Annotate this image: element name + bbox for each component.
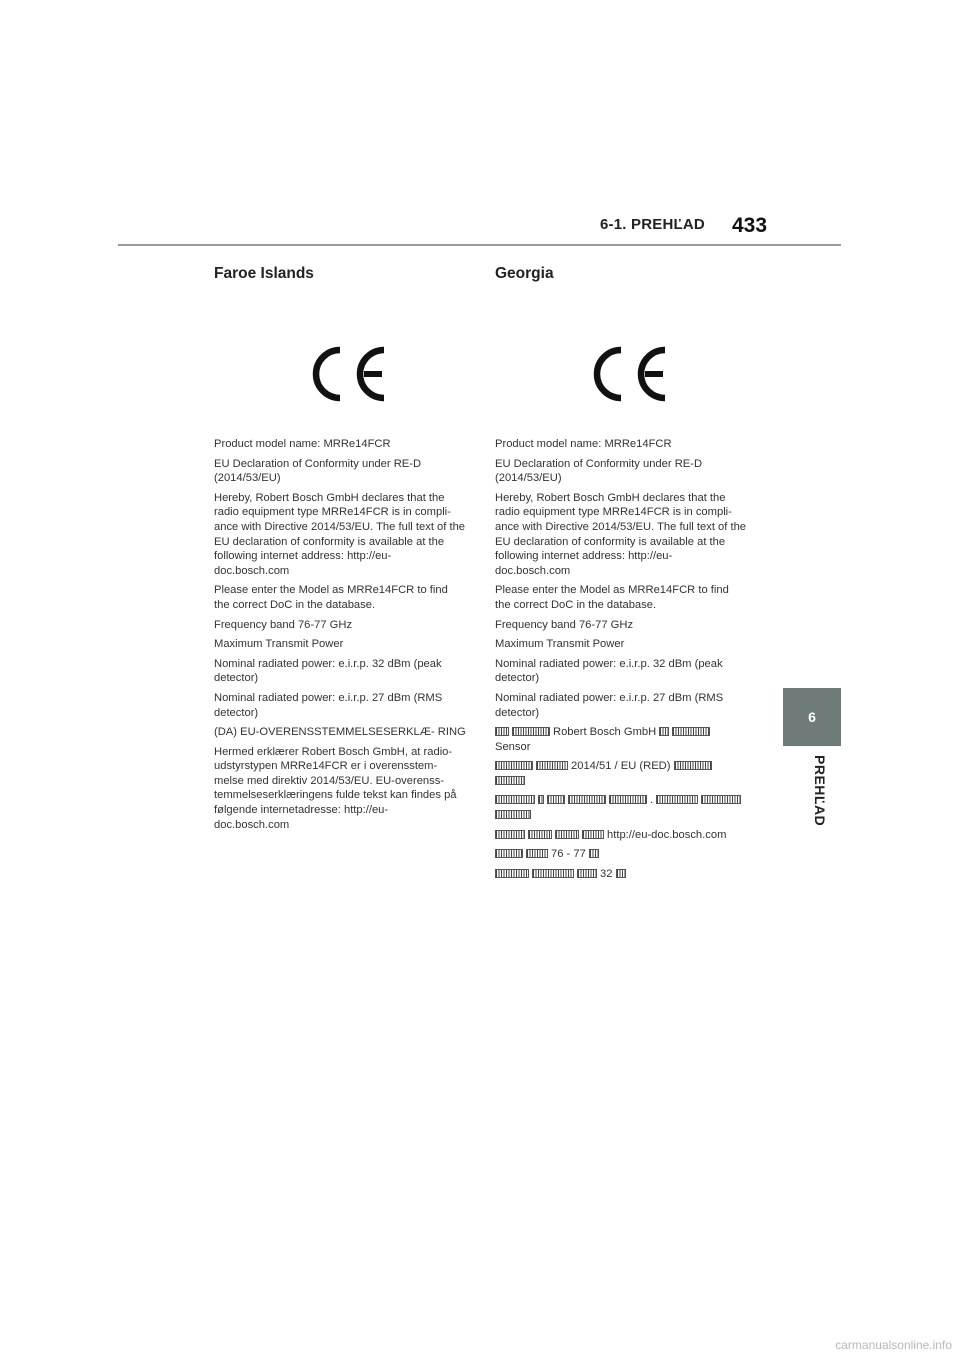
missing-glyph-block — [512, 727, 550, 736]
paragraph: Product model name: MRRe14FCR — [495, 438, 672, 450]
paragraph: Please enter the Model as MRRe14FCR to find the correct DoC in the database. — [495, 584, 729, 611]
inline-text: http://eu-doc.bosch.com — [607, 828, 727, 841]
ce-mark-icon — [304, 328, 400, 424]
missing-glyph-block — [616, 869, 626, 878]
georgia-section — [495, 264, 747, 886]
missing-glyph-block — [536, 761, 568, 770]
missing-glyph-block — [701, 795, 741, 804]
paragraph: EU Declaration of Conformity under RE-D (2014/53/EU) — [495, 457, 703, 485]
faroe-islands-section — [214, 264, 466, 837]
ce-mark-container — [214, 284, 466, 437]
georgian-line — [495, 793, 747, 822]
missing-glyph-block — [674, 761, 712, 770]
section-heading: Georgia — [495, 265, 554, 282]
header-divider — [118, 244, 841, 246]
missing-glyph-block — [532, 869, 574, 878]
missing-glyph-block — [495, 776, 525, 785]
page-number: 433 — [732, 214, 768, 237]
missing-glyph-block — [659, 727, 669, 736]
missing-glyph-block — [495, 795, 535, 804]
section-title: 6-1. PREHĽAD — [600, 216, 705, 233]
missing-glyph-block — [495, 830, 525, 839]
paragraph: Product model name: MRRe14FCR — [214, 438, 391, 450]
missing-glyph-block — [609, 795, 647, 804]
paragraph: Please enter the Model as MRRe14FCR to find the correct DoC in the database. — [214, 584, 448, 611]
missing-glyph-block — [495, 849, 523, 858]
ce-mark-icon — [585, 328, 681, 424]
paragraph: Maximum Transmit Power — [495, 638, 625, 651]
missing-glyph-block — [577, 869, 597, 878]
missing-glyph-block — [672, 727, 710, 736]
inline-text: 32 — [600, 867, 613, 880]
missing-glyph-block — [526, 849, 548, 858]
paragraph: Nominal radiated power: e.i.r.p. 27 dBm (RMS detector) — [214, 691, 443, 719]
missing-glyph-block — [528, 830, 552, 839]
georgian-line — [495, 725, 747, 754]
ce-mark-container — [495, 284, 747, 437]
missing-glyph-block — [568, 795, 606, 804]
paragraph: EU Declaration of Conformity under RE-D (2014/53/EU) — [214, 457, 422, 485]
georgian-text-block — [495, 725, 747, 881]
section-heading: Faroe Islands — [214, 265, 314, 282]
paragraph: Nominal radiated power: e.i.r.p. 32 dBm (peak detector) — [495, 657, 723, 685]
georgian-line — [495, 828, 747, 843]
missing-glyph-block — [495, 727, 509, 736]
missing-glyph-block — [582, 830, 604, 839]
missing-glyph-block — [656, 795, 698, 804]
paragraph: Maximum Transmit Power — [214, 638, 344, 651]
watermark-site: carmanualsonline.info — [835, 1338, 952, 1352]
missing-glyph-block — [495, 810, 531, 819]
missing-glyph-block — [495, 869, 529, 878]
paragraph: Frequency band 76-77 GHz — [214, 618, 353, 631]
missing-glyph-block — [555, 830, 579, 839]
chapter-label: PREHĽAD — [812, 755, 828, 827]
chapter-tab — [783, 688, 841, 746]
chapter-number: 6 — [808, 709, 816, 725]
missing-glyph-block — [538, 795, 544, 804]
paragraph: (DA) EU-OVERENSSTEMMELSESERKLÆ- RING — [214, 726, 466, 739]
georgian-line — [495, 867, 747, 882]
paragraph: Hermed erklærer Robert Bosch GmbH, at radio- udstyrstypen MRRe14FCR er i overensstem- melse med direktiv 2014/53/EU. EU-overenss- temmelseserklæringens fulde tekst kan findes på følgende internetadresse: http://eu- doc.bosch.com — [214, 745, 457, 831]
georgian-line — [495, 847, 747, 862]
paragraph: Nominal radiated power: e.i.r.p. 32 dBm (peak detector) — [214, 657, 442, 685]
inline-text: . — [650, 794, 654, 807]
paragraph: Nominal radiated power: e.i.r.p. 27 dBm (RMS detector) — [495, 691, 724, 719]
inline-text: Sensor — [495, 740, 531, 753]
inline-text: 2014/51 / EU (RED) — [571, 760, 671, 773]
missing-glyph-block — [495, 761, 533, 770]
missing-glyph-block — [589, 849, 599, 858]
missing-glyph-block — [547, 795, 565, 804]
inline-text: Robert Bosch GmbH — [553, 726, 657, 739]
paragraph: Frequency band 76-77 GHz — [495, 618, 634, 631]
paragraph: Hereby, Robert Bosch GmbH declares that the radio equipment type MRRe14FCR is in compli- ance with Directive 2014/53/EU. The full text of the EU declaration of conformity is available at the following internet address: http://eu- doc.bosch.com — [495, 491, 747, 577]
paragraph: Hereby, Robert Bosch GmbH declares that the radio equipment type MRRe14FCR is in compli- ance with Directive 2014/53/EU. The full text of the EU declaration of conformity is available at the following internet address: http://eu- doc.bosch.com — [214, 491, 466, 577]
georgian-line — [495, 759, 747, 788]
inline-text: 76 - 77 — [551, 848, 586, 861]
